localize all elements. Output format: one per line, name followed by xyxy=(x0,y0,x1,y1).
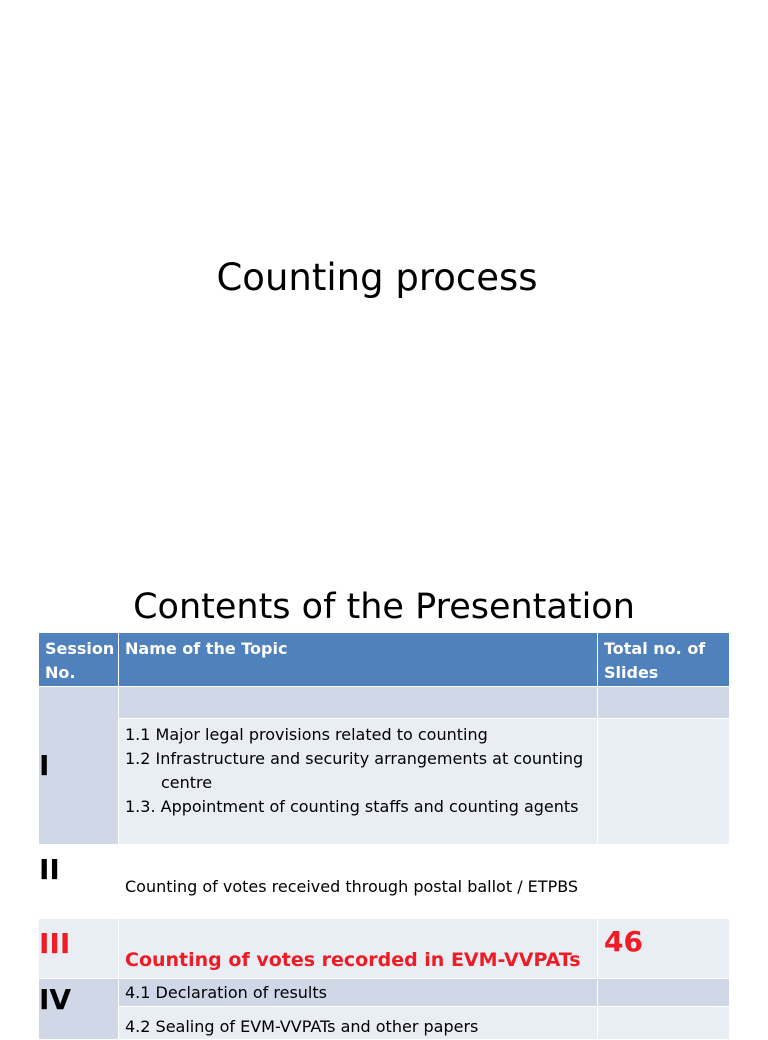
topic-cell-2 xyxy=(119,845,598,919)
session-cell-4 xyxy=(39,979,119,1040)
total-slides-value: 46 xyxy=(604,925,643,958)
total-cell-3 xyxy=(598,919,730,979)
topic-cell-4-2 xyxy=(119,1007,598,1040)
header-topic: Name of the Topic xyxy=(119,633,598,687)
total-cell-1-spacer xyxy=(598,687,730,719)
topic-2: Counting of votes received through postal ballot / ETPBS xyxy=(125,877,579,896)
total-cell-4-2 xyxy=(598,1007,730,1040)
total-cell-4-1 xyxy=(598,979,730,1007)
slide-title-contents: Contents of the Presentation xyxy=(133,587,635,627)
session-number-2: II xyxy=(39,853,60,886)
topic-4-1: 4.1 Declaration of results xyxy=(125,983,327,1002)
topic-1-2-cont: centre xyxy=(161,773,213,792)
session-number-1: I xyxy=(39,749,50,782)
contents-table xyxy=(38,632,730,1040)
session-cell-1 xyxy=(39,687,119,845)
session-number-3: III xyxy=(39,927,71,960)
topic-1-3: 1.3. Appointment of counting staffs and counting agents xyxy=(125,797,579,816)
header-total-slides xyxy=(598,633,730,687)
header-total-line1: Total no. of xyxy=(604,639,706,658)
table-row-session-1-spacer xyxy=(39,687,730,719)
session-cell-3 xyxy=(39,919,119,979)
total-cell-1 xyxy=(598,719,730,845)
header-session-line1: Session xyxy=(45,639,115,658)
table-row-session-4 xyxy=(39,979,730,1007)
slide-title-counting-process: Counting process xyxy=(216,256,538,299)
session-cell-2 xyxy=(39,845,119,919)
table-row-session-3 xyxy=(39,919,730,979)
total-cell-2 xyxy=(598,845,730,919)
topic-1-2: 1.2 Infrastructure and security arrangements at counting xyxy=(125,749,584,768)
topic-cell-1 xyxy=(119,719,598,845)
session-number-4: IV xyxy=(39,983,72,1016)
topic-1-1: 1.1 Major legal provisions related to counting xyxy=(125,725,488,744)
topic-cell-4-1 xyxy=(119,979,598,1007)
header-session-line2: No. xyxy=(45,663,76,682)
header-total-line2: Slides xyxy=(604,663,659,682)
header-session-no xyxy=(39,633,119,687)
topic-3: Counting of votes recorded in EVM-VVPATs xyxy=(125,949,581,971)
table-header-row xyxy=(39,633,730,687)
table-row-session-2 xyxy=(39,845,730,919)
table-row-session-1 xyxy=(39,719,730,845)
table-row-session-4-b xyxy=(39,1007,730,1040)
topic-cell-1-spacer xyxy=(119,687,598,719)
topic-cell-3 xyxy=(119,919,598,979)
topic-4-2: 4.2 Sealing of EVM-VVPATs and other papers xyxy=(125,1017,479,1036)
